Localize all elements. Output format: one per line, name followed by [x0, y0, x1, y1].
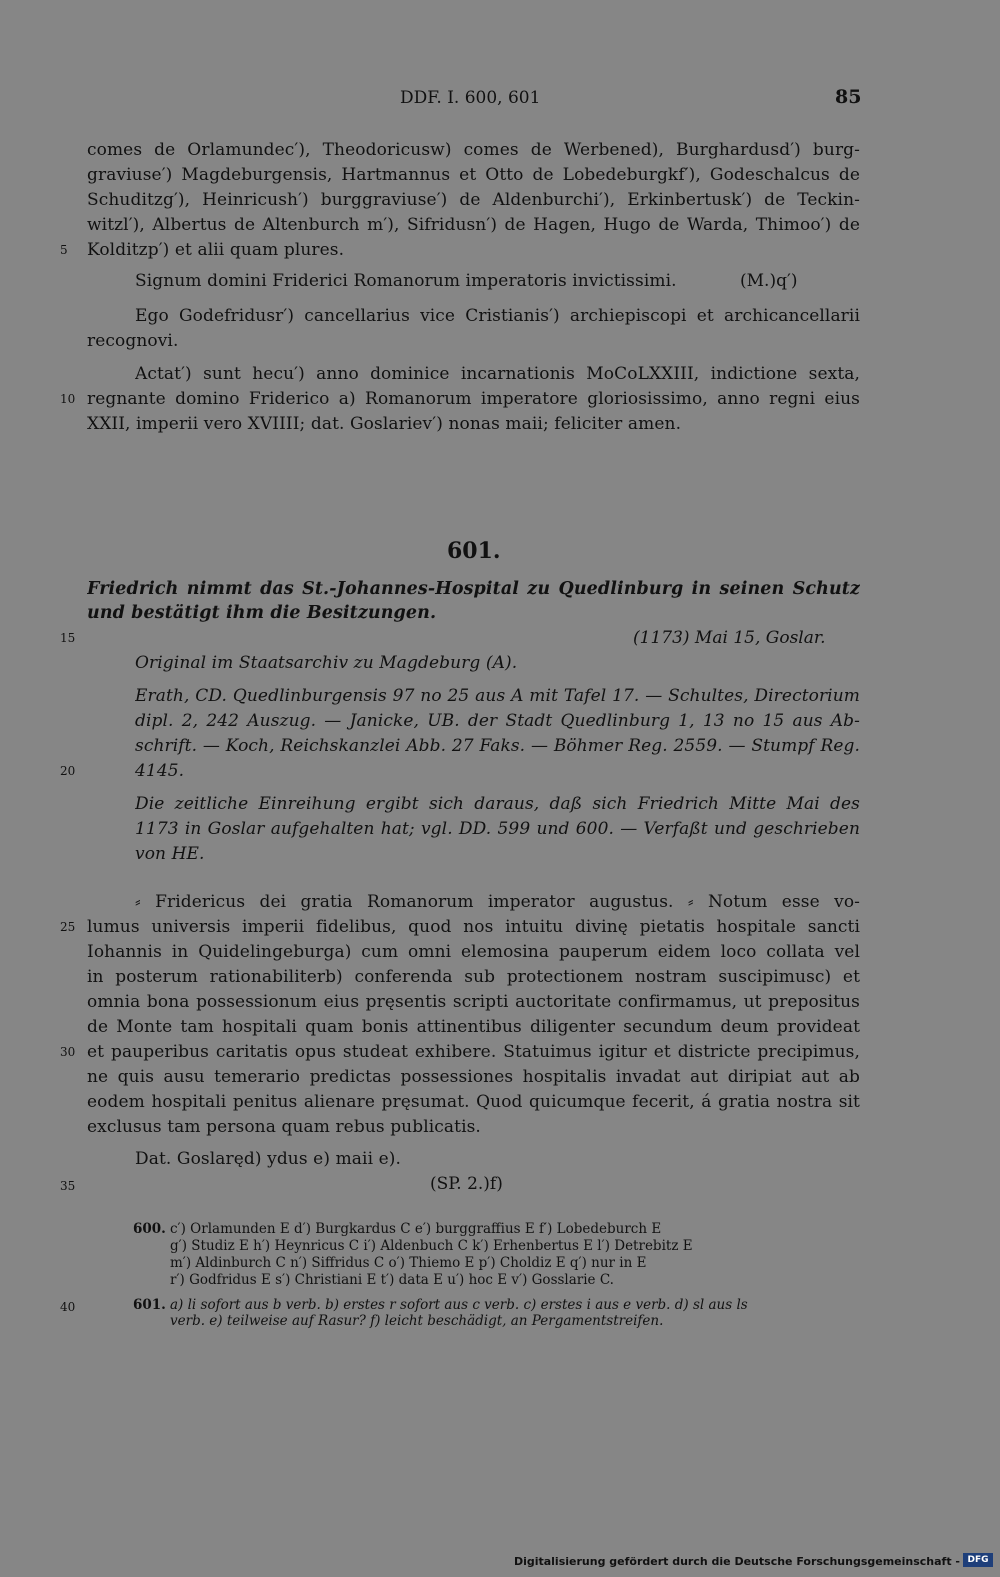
text-line: comes de Orlamundec′), Theodoricusw) comes de Werbened), Burghardusd′) burg-: [87, 140, 860, 160]
charter-text-line: ne quis ausu temerario predictas possessiones hospitalis invadat aut diripiat aut ab: [87, 1067, 860, 1087]
line-number: 15: [60, 631, 76, 645]
monogram-mark: (M.)q′): [740, 271, 798, 291]
footnote-line: m′) Aldinburch C n′) Siffridus C o′) Thiemo E p′) Choldiz E q′) nur in E: [170, 1255, 647, 1271]
footnote-line: c′) Orlamunden E d′) Burgkardus C e′) burggraffius E f′) Lobedeburch E: [170, 1221, 662, 1237]
charter-text-line: eodem hospitali penitus alienare pręsumat. Quod quicumque fecerit, á gratia nostra sit: [87, 1092, 860, 1112]
acta-line: Actat′) sunt hecu′) anno dominice incarnationis MoCoLXXIII, indictione sexta,: [135, 364, 860, 384]
document-number: 601.: [447, 538, 501, 564]
line-number: 20: [60, 764, 76, 778]
editions-line: dipl. 2, 242 Auszug. — Janicke, UB. der Stadt Quedlinburg 1, 13 no 15 aus Ab-: [135, 711, 860, 731]
regest-title: und bestätigt ihm die Besitzungen.: [87, 603, 437, 623]
line-number: 25: [60, 920, 76, 934]
text-line: witzl′), Albertus de Altenburch m′), Sifridusn′) de Hagen, Hugo de Warda, Thimoo′) de: [87, 215, 860, 235]
line-number: 10: [60, 392, 76, 406]
charter-text-line: omnia bona possessionum eius pręsentis scripti auctoritate confirmamus, ut prepositus: [87, 992, 860, 1012]
text-line: graviuse′) Magdeburgensis, Hartmannus et Otto de Lobedeburgkf′), Godeschalcus de: [87, 165, 860, 185]
footnote-line: verb. e) teilweise auf Rasur? f) leicht beschädigt, an Pergamentstreifen.: [170, 1313, 664, 1329]
page-number: 85: [835, 86, 862, 108]
recognition-line: recognovi.: [87, 331, 179, 351]
running-title: DDF. I. 600, 601: [400, 88, 541, 108]
regest-title: Friedrich nimmt das St.-Johannes-Hospital zu Quedlinburg in seinen Schutz: [87, 579, 860, 599]
dating-clause: Dat. Goslaręd) ydus e) maii e).: [135, 1149, 402, 1169]
footnote-line: g′) Studiz E h′) Heynricus C i′) Aldenbuch C k′) Erhenbertus E l′) Detrebitz E: [170, 1238, 693, 1254]
charter-text-line: exclusus tam persona quam rebus publicatis.: [87, 1117, 481, 1137]
charter-text-line: Iohannis in Quidelingeburga) cum omni elemosina pauperum eidem loco collata vel: [87, 942, 860, 962]
line-number: 5: [60, 243, 68, 257]
text-line: Schuditzg′), Heinricush′) burggraviuse′) de Aldenburchi′), Erkinbertusk′) de Teckin-: [87, 190, 860, 210]
footnote-line: a) li sofort aus b verb. b) erstes r sofort aus c verb. c) erstes i aus e verb. d) sl aus ls: [170, 1297, 748, 1313]
original-note: Original im Staatsarchiv zu Magdeburg (A).: [135, 653, 518, 673]
charter-text-line: ⸗ Fridericus dei gratia Romanorum imperator augustus. ⸗ Notum esse vo-: [135, 892, 860, 912]
commentary-line: von HE.: [135, 844, 205, 864]
footnote-label: 601.: [133, 1297, 166, 1313]
line-number: 30: [60, 1045, 76, 1059]
date-place: (1173) Mai 15, Goslar.: [633, 628, 826, 648]
editions-line: Erath, CD. Quedlinburgensis 97 no 25 aus A mit Tafel 17. — Schultes, Directorium: [135, 686, 860, 706]
signum-line: Signum domini Friderici Romanorum imperatoris invictissimi.: [135, 271, 677, 291]
footnote-line: r′) Godfridus E s′) Christiani E t′) data E u′) hoc E v′) Gosslarie C.: [170, 1272, 614, 1288]
editions-line: schrift. — Koch, Reichskanzlei Abb. 27 Faks. — Böhmer Reg. 2559. — Stumpf Reg.: [135, 736, 860, 756]
editions-line: 4145.: [135, 761, 185, 781]
acta-line: XXII, imperii vero XVIIII; dat. Goslariev′) nonas maii; feliciter amen.: [87, 414, 682, 434]
commentary-line: 1173 in Goslar aufgehalten hat; vgl. DD. 599 und 600. — Verfaßt und geschrieben: [135, 819, 860, 839]
charter-text-line: lumus universis imperii fidelibus, quod nos intuitu divinę pietatis hospitale sancti: [87, 917, 860, 937]
digitization-credit: Digitalisierung gefördert durch die Deutsche Forschungsgemeinschaft -: [513, 1555, 960, 1568]
text-line: Kolditzp′) et alii quam plures.: [87, 240, 345, 260]
recognition-line: Ego Godefridusr′) cancellarius vice Cristianis′) archiepiscopi et archicancellarii: [135, 306, 860, 326]
commentary-line: Die zeitliche Einreihung ergibt sich daraus, daß sich Friedrich Mitte Mai des: [135, 794, 860, 814]
line-number: 35: [60, 1179, 76, 1193]
seal-note: (SP. 2.)f): [430, 1174, 503, 1194]
acta-line: regnante domino Friderico a) Romanorum imperatore gloriosissimo, anno regni eius: [87, 389, 860, 409]
footnote-label: 600.: [133, 1221, 166, 1237]
line-number: 40: [60, 1300, 76, 1314]
dfg-logo: DFG: [963, 1553, 993, 1567]
charter-text-line: et pauperibus caritatis opus studeat exhibere. Statuimus igitur et districte precipimus,: [87, 1042, 860, 1062]
charter-text-line: de Monte tam hospitali quam bonis attinentibus diligenter secundum deum provideat: [87, 1017, 860, 1037]
charter-text-line: in posterum rationabiliterb) conferenda sub protectionem nostram suscipimusc) et: [87, 967, 860, 987]
